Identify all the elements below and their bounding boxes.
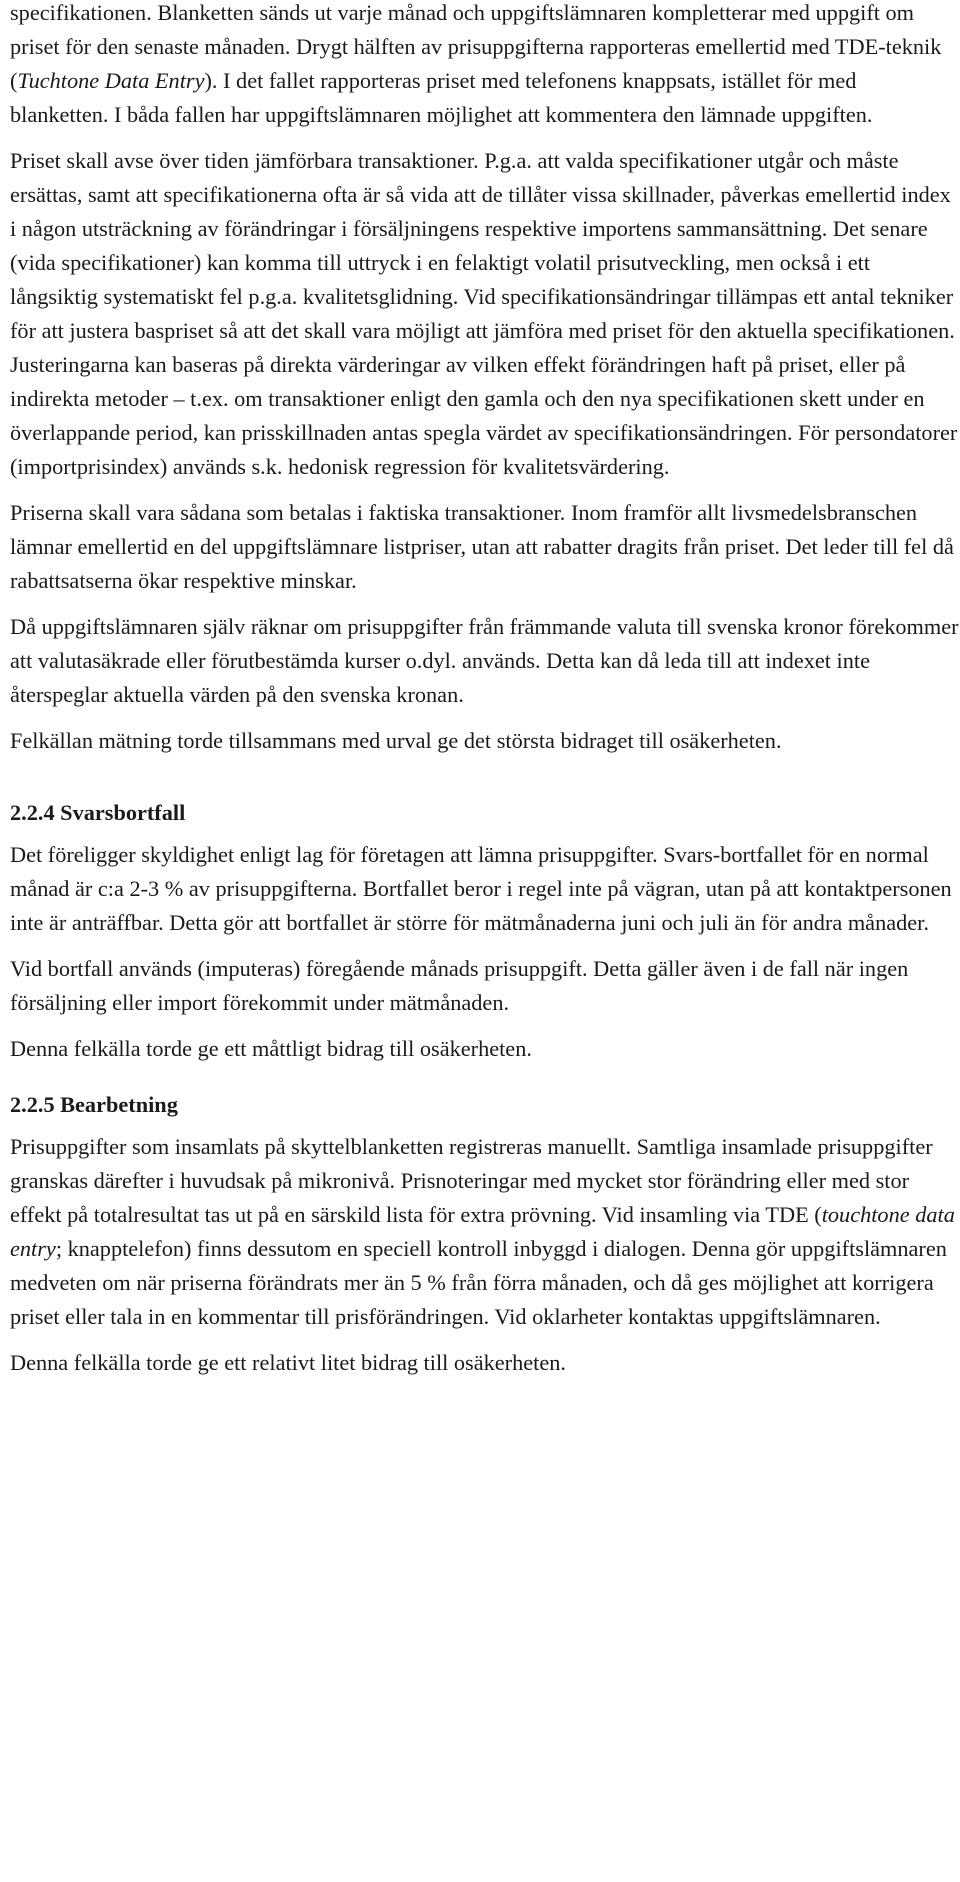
text-run: Prisuppgifter som insamlats på skyttelblanketten registreras manuellt. Samtliga insamlade prisuppgifter granskas därefter i huvudsak på mikronivå. Prisnoteringar med mycket stor förändring eller med stor effekt på totalresultat tas ut på en särskild lista för extra prövning. Vid insamling via TDE (: [10, 1134, 933, 1227]
text-run: Felkällan mätning torde tillsammans med urval ge det största bidraget till osäkerheten.: [10, 728, 782, 753]
paragraph-felkalla-litet: Denna felkälla torde ge ett relativt litet bidrag till osäkerheten.: [10, 1350, 566, 1375]
paragraph-felkalla-mattligt: Denna felkälla torde ge ett måttligt bidrag till osäkerheten.: [10, 1036, 532, 1061]
text-run: ; knapptelefon) finns dessutom en speciell kontroll inbyggd i dialogen. Denna gör uppgiftslämnaren medveten om när priserna förändrats mer än 5 % från förra månaden, och då ges möjlighet att korrigera priset eller tala in en kommentar till prisförändringen. Vid oklarheter kontaktas uppgiftslämnaren.: [10, 1236, 947, 1329]
paragraph-priserna: [10, 496, 960, 598]
paragraph-prisuppgifter: [10, 1130, 960, 1334]
text-run-italic: Tuchtone Data Entry: [17, 68, 205, 93]
paragraph-skyldighet: Det föreligger skyldighet enligt lag för företagen att lämna prisuppgifter. Svars-bortfallet för en normal månad är c:a 2-3 % av prisuppgifterna. Bortfallet beror i regel inte på vägran, utan på att kontaktpersonen inte är anträffbar. Detta gör att bortfallet är större för mätmånaderna juni och juli än för andra månader.: [10, 842, 952, 935]
text-run: specifikationen. Blanketten sänds ut varje månad och uppgiftslämnaren kompletterar med uppgift om priset för den senaste månaden. Drygt hälften av prisuppgifterna rapporteras emellertid med TDE-teknik (: [10, 0, 942, 93]
paragraph-valuta: [10, 610, 960, 712]
text-run: Priserna skall vara sådana som betalas i faktiska transaktioner. Inom framför allt livsmedelsbranschen lämnar emellertid en del uppgiftslämnare listpriser, utan att rabatter dragits från priset. Det leder till fel då rabattsatserna ökar respektive minskar.: [10, 500, 954, 593]
section-heading-bearbetning: 2.2.5 Bearbetning: [10, 1092, 178, 1117]
text-run: ). I det fallet rapporteras priset med telefonens knappsats, istället för med blanketten. I båda fallen har uppgiftslämnaren möjlighet att kommentera den lämnade uppgiften.: [10, 68, 873, 127]
paragraph-felkallan: [10, 724, 960, 758]
paragraph-imputeras: Vid bortfall används (imputeras) föregående månads prisuppgift. Detta gäller även i de fall när ingen försäljning eller import förekommit under mätmånaden.: [10, 956, 909, 1015]
text-run: Då uppgiftslämnaren själv räknar om prisuppgifter från främmande valuta till svenska kronor förekommer att valutasäkrade eller förutbestämda kurser o.dyl. används. Detta kan då leda till att indexet inte återspeglar aktuella värden på den svenska kronan.: [10, 614, 959, 707]
document-page: [10, 0, 960, 1380]
text-run-italic: touchtone data entry: [10, 1202, 955, 1261]
text-run: Priset skall avse över tiden jämförbara transaktioner. P.g.a. att valda specifikationer utgår och måste ersättas, samt att specifikationerna ofta är så vida att de tillåter vissa skillnader, påverkas emellertid index i någon utsträckning av förändringar i försäljningens respektive importens sammansättning. Det senare (vida specifikationer) kan komma till uttryck i en felaktigt volatil prisutveckling, men också i ett långsiktig systematiskt fel p.g.a. kvalitetsglidning. Vid specifikationsändringar tillämpas ett antal tekniker för att justera baspriset så att det skall vara möjligt att jämföra med priset för den aktuella specifikationen. Justeringarna kan baseras på direkta värderingar av vilken effekt förändringen haft på priset, eller på indirekta metoder – t.ex. om transaktioner enligt den gamla och den nya specifikationen skett under en överlappande period, kan prisskillnaden antas spegla värdet av specifikationsändringen. För persondatorer (importprisindex) används s.k. hedonisk regression för kvalitetsvärdering.: [10, 148, 958, 479]
paragraph-priset: [10, 144, 960, 484]
section-heading-svarsbortfall: 2.2.4 Svarsbortfall: [10, 800, 186, 825]
paragraph-specifikationen: [10, 0, 960, 132]
